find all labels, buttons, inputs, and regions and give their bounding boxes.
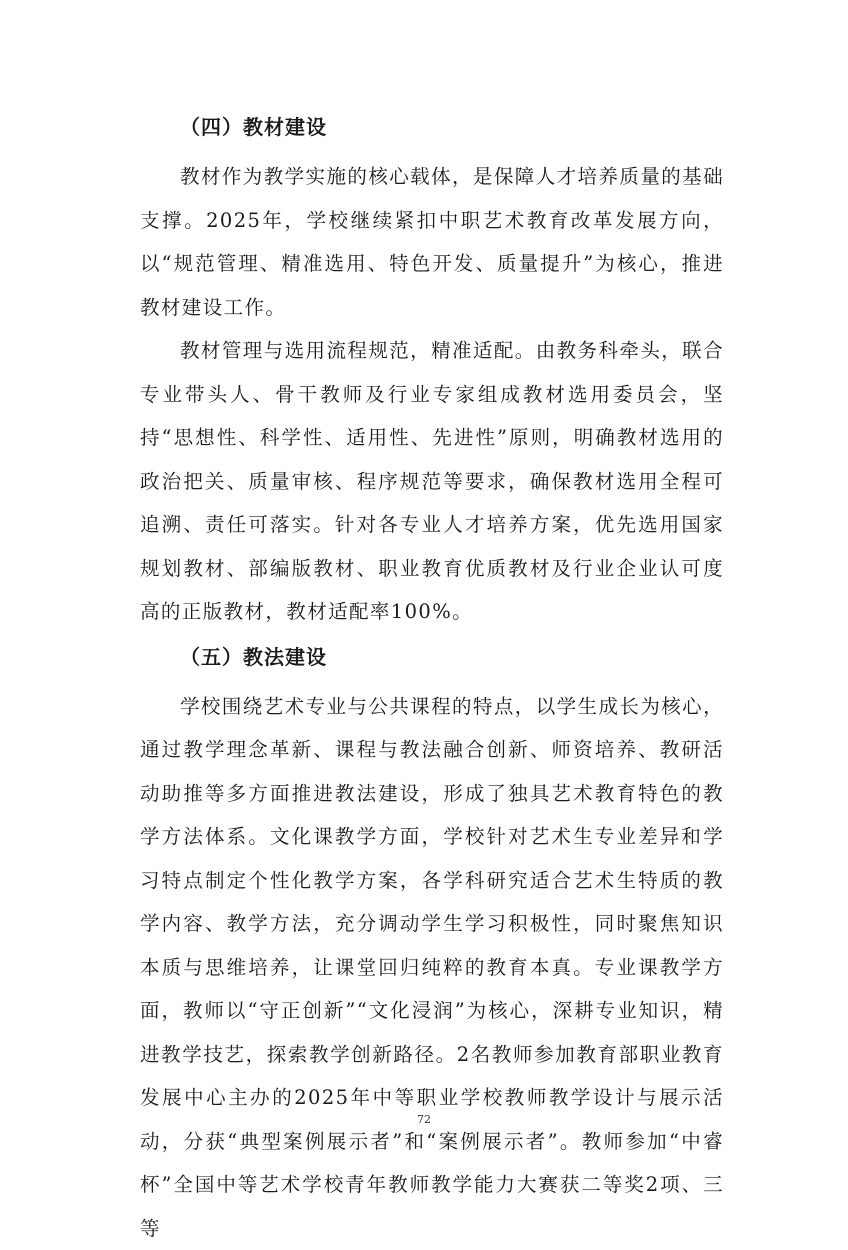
section-heading-textbook: （四）教材建设 <box>140 112 724 142</box>
section-heading-teaching-methods: （五）教法建设 <box>140 642 724 672</box>
paragraph-teaching-methods: 学校围绕艺术专业与公共课程的特点，以学生成长为核心，通过教学理念革新、课程与教法融合创新、师资培养、教研活动助推等多方面推进教法建设，形成了独具艺术教育特色的教学方法体系。文化课教学方面，学校针对艺术生专业差异和学习特点制定个性化教学方案，各学科研究适合艺术生特质的教学内容、教学方法，充分调动学生学习积极性，同时聚焦知识本质与思维培养，让课堂回归纯粹的教育本真。专业课教学方面，教师以“守正创新”“文化浸润”为核心，深耕专业知识，精进教学技艺，探索教学创新路径。2名教师参加教育部职业教育发展中心主办的2025年中等职业学校教师教学设计与展示活动，分获“典型案例展示者”和“案例展示者”。教师参加“中睿杯”全国中等艺术学校青年教师教学能力大赛获二等奖2项、三等 <box>140 685 724 1250</box>
page-content <box>140 112 724 1250</box>
page-number: 72 <box>0 1113 848 1126</box>
paragraph-textbook-management: 教材管理与选用流程规范，精准适配。由教务科牵头，联合专业带头人、骨干教师及行业专家组成教材选用委员会，坚持“思想性、科学性、适用性、先进性”原则，明确教材选用的政治把关、质量审核、程序规范等要求，确保教材选用全程可追溯、责任可落实。针对各专业人才培养方案，优先选用国家规划教材、部编版教材、职业教育优质教材及行业企业认可度高的正版教材，教材适配率100%。 <box>140 329 724 634</box>
paragraph-textbook-intro: 教材作为教学实施的核心载体，是保障人才培养质量的基础支撑。2025年，学校继续紧扣中职艺术教育改革发展方向，以“规范管理、精准选用、特色开发、质量提升”为核心，推进教材建设工作。 <box>140 155 724 329</box>
